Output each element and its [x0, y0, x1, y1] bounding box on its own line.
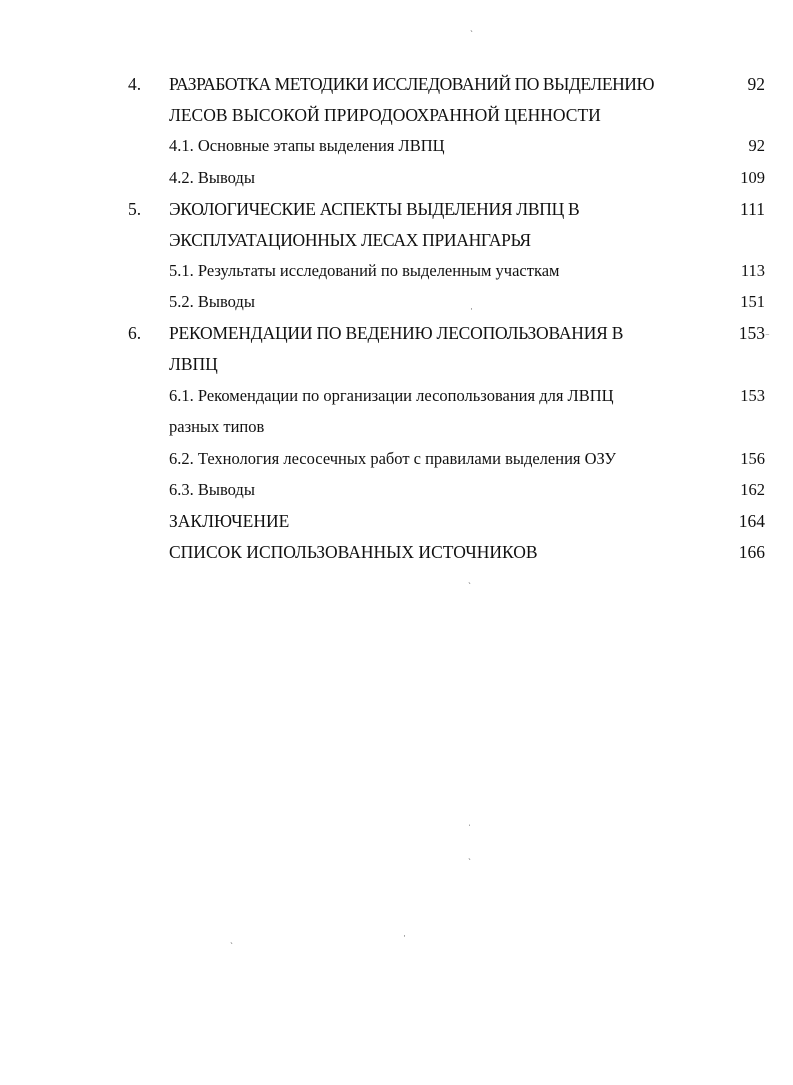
page-number: 92: [748, 136, 765, 155]
chapter-title-line2: ЭКСПЛУАТАЦИОННЫХ ЛЕСАХ ПРИАНГАРЬЯ: [169, 230, 531, 250]
page-number: 151: [740, 292, 765, 311]
chapter-title-line1: ЭКОЛОГИЧЕСКИЕ АСПЕКТЫ ВЫДЕЛЕНИЯ ЛВПЦ В: [169, 199, 580, 219]
chapter-title-line1: РАЗРАБОТКА МЕТОДИКИ ИССЛЕДОВАНИЙ ПО ВЫДЕЛЕНИЮ: [169, 74, 655, 94]
scan-speck: ·: [403, 931, 406, 941]
page-number: 113: [740, 261, 765, 280]
page-number: 153: [738, 323, 765, 343]
section-title: 6.3. Выводы: [169, 480, 255, 499]
scan-speck: ⁻: [765, 331, 770, 341]
chapter-number: 6.: [128, 323, 142, 343]
page-number: 153: [740, 386, 765, 405]
page-number: 164: [738, 511, 765, 531]
chapter-title-line2: ЛЕСОВ ВЫСОКОЙ ПРИРОДООХРАННОЙ ЦЕННОСТИ: [169, 105, 601, 125]
scan-speck: ˏ: [470, 22, 473, 32]
scan-speck: ˏ: [230, 934, 233, 944]
chapter-title-line1: РЕКОМЕНДАЦИИ ПО ВЕДЕНИЮ ЛЕСОПОЛЬЗОВАНИЯ В: [169, 323, 624, 343]
section-title: 5.1. Результаты исследований по выделенным участкам: [169, 261, 560, 280]
page-number: 166: [738, 542, 765, 562]
page-number: 92: [747, 74, 765, 94]
page-number: 109: [740, 168, 765, 187]
page-number: 156: [740, 449, 765, 468]
chapter-title-line2: ЛВПЦ: [169, 354, 218, 374]
section-title: 5.2. Выводы: [169, 292, 255, 311]
scan-speck: ˏ: [468, 574, 471, 584]
scan-speck: ˈ: [468, 823, 471, 833]
page-number: 162: [740, 480, 765, 499]
section-title: 4.2. Выводы: [169, 168, 255, 187]
chapter-number: 4.: [128, 74, 142, 94]
conclusion-title: ЗАКЛЮЧЕНИЕ: [169, 511, 290, 531]
references-title: СПИСОК ИСПОЛЬЗОВАННЫХ ИСТОЧНИКОВ: [169, 542, 538, 562]
section-title-line2: разных типов: [169, 417, 265, 436]
section-title: 4.1. Основные этапы выделения ЛВПЦ: [169, 136, 445, 155]
page-number: 111: [740, 199, 765, 219]
chapter-number: 5.: [128, 199, 142, 219]
scan-speck: ˏ: [468, 850, 471, 860]
scan-speck: ·: [470, 304, 473, 314]
section-title-line1: 6.1. Рекомендации по организации лесопользования для ЛВПЦ: [169, 386, 614, 405]
section-title: 6.2. Технология лесосечных работ с правилами выделения ОЗУ: [169, 449, 617, 468]
